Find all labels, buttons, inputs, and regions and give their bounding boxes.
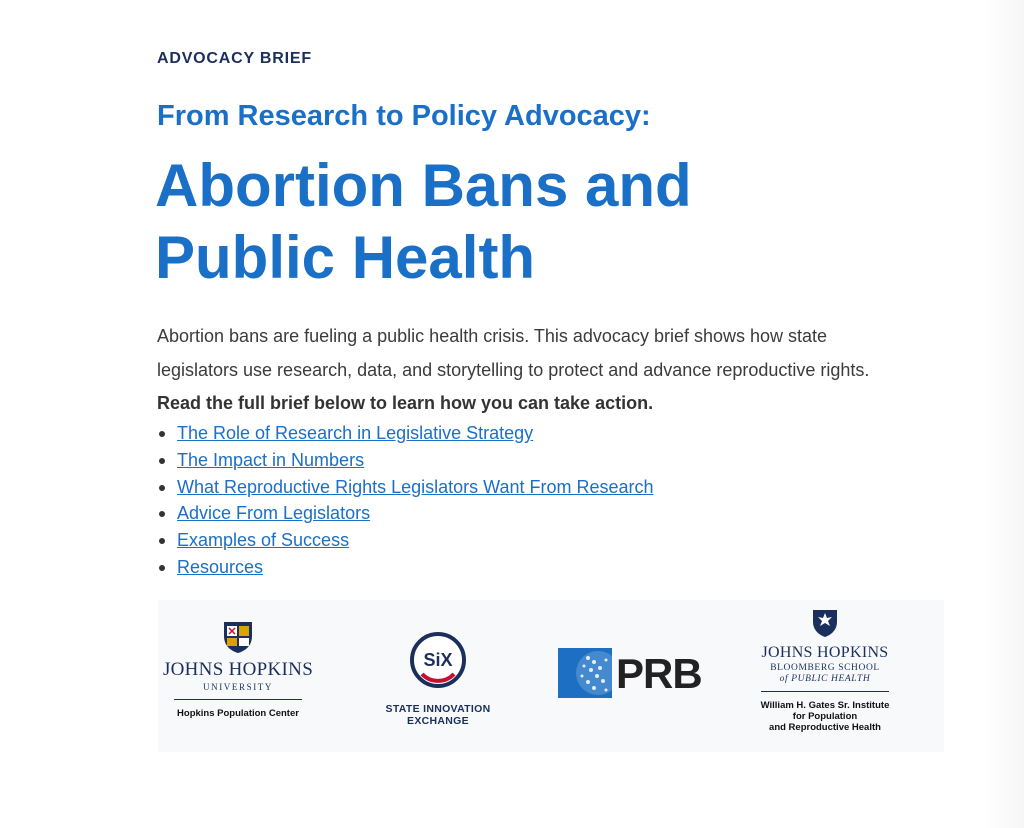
jhu-logo: [158, 620, 318, 719]
toc-item: [157, 420, 654, 447]
intro-text: Abortion bans are fueling a public health crisis. This advocacy brief shows how state legislators use research, data, and storytelling to protect and advance reproductive rights.: [157, 326, 870, 380]
jhsph-school: BLOOMBERG SCHOOL: [770, 663, 880, 673]
toc-link-advice[interactable]: Advice From Legislators: [177, 503, 371, 524]
six-name-state: STATE: [385, 703, 420, 715]
six-badge-icon: [408, 630, 468, 690]
jhsph-institute-line-2: for Population: [792, 711, 858, 722]
eyebrow-label: ADVOCACY BRIEF: [157, 50, 312, 67]
six-name-exchange: EXCHANGE: [407, 715, 469, 727]
table-of-contents: [157, 420, 654, 581]
partner-logo-strip: [158, 600, 944, 752]
page-title-line-1: Abortion Bans and: [155, 152, 692, 219]
jhsph-public-health: of PUBLIC HEALTH: [779, 674, 871, 684]
toc-item: [157, 474, 654, 501]
jhu-divider: [174, 699, 302, 700]
page-title: [155, 150, 692, 294]
jhsph-institute-line-3: and Reproductive Health: [769, 722, 881, 733]
toc-item: [157, 527, 654, 554]
jhsph-name: JOHNS HOPKINS: [761, 644, 889, 661]
page-title-line-2: Public Health: [155, 224, 536, 291]
jhu-university: UNIVERSITY: [203, 682, 273, 692]
intro-call-to-action: Read the full brief below to learn how you can take action.: [157, 393, 654, 413]
jhu-org-name: Hopkins Population Center: [177, 708, 299, 719]
toc-link-legislators-want[interactable]: What Reproductive Rights Legislators Want From Research: [177, 476, 654, 497]
page-edge-shadow: [984, 0, 1024, 828]
prb-wordmark: PRB: [616, 650, 702, 697]
jhsph-shield-icon: [811, 608, 839, 638]
jhsph-logo: [750, 608, 900, 733]
six-name-innovation: INNOVATION: [423, 703, 491, 715]
six-org-name: [358, 703, 518, 727]
jhu-name: JOHNS HOPKINS: [162, 659, 314, 680]
toc-item: [157, 500, 654, 527]
six-logo: [358, 630, 518, 727]
toc-link-research-role[interactable]: The Role of Research in Legislative Strategy: [177, 423, 534, 443]
jhsph-divider: [761, 691, 889, 692]
toc-link-impact-numbers[interactable]: The Impact in Numbers: [177, 449, 365, 470]
jhsph-institute-line-1: William H. Gates Sr. Institute: [760, 700, 890, 711]
six-badge-text: SiX: [423, 650, 453, 670]
toc-item: [157, 554, 654, 581]
toc-item: [157, 447, 654, 474]
prb-logo: [558, 648, 703, 698]
toc-link-resources[interactable]: Resources: [177, 556, 264, 577]
page-subtitle: From Research to Policy Advocacy:: [157, 100, 651, 132]
prb-globe-icon: [558, 648, 612, 698]
toc-link-examples[interactable]: Examples of Success: [177, 530, 350, 551]
jhu-shield-icon: [221, 620, 255, 654]
intro-paragraph: [157, 320, 877, 421]
